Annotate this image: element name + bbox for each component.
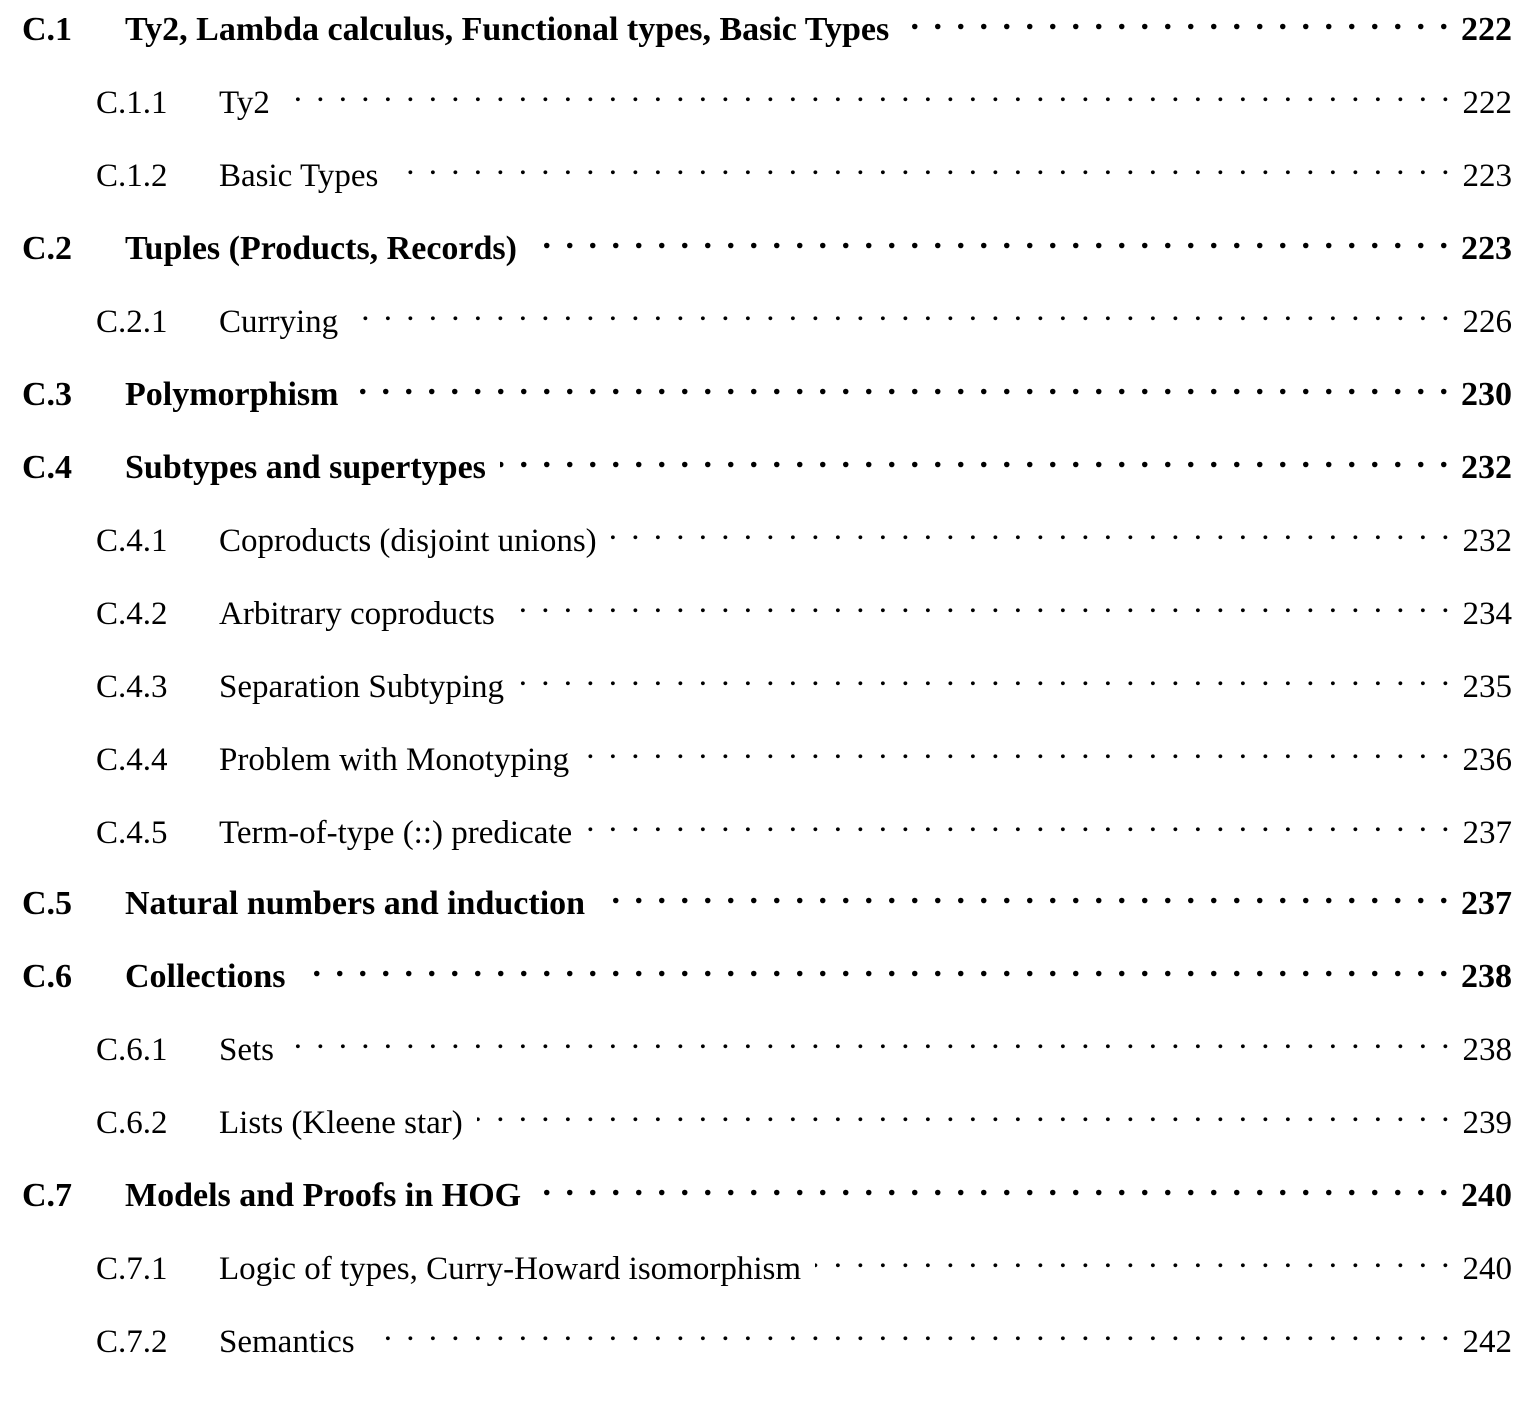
toc-entry-number: C.4.1 (96, 523, 168, 559)
toc-leader-dots (518, 657, 1452, 697)
toc-entry-title: Basic Types (219, 158, 379, 194)
toc-entry-subsection[interactable] (96, 1020, 1512, 1068)
toc-entry-number: C.1.1 (96, 85, 168, 121)
toc-entry-page: 223 (1462, 158, 1512, 194)
toc-entry-section[interactable] (22, 947, 1512, 995)
toc-entry-number: C.7.1 (96, 1251, 168, 1287)
toc-entry-number: C.4.4 (96, 742, 168, 778)
toc-entry-section[interactable] (22, 438, 1512, 486)
toc-entry-subsection[interactable] (96, 73, 1512, 121)
toc-entry-number: C.6 (22, 958, 73, 995)
toc-entry-page: 222 (1462, 85, 1512, 121)
toc-leader-dots (392, 146, 1452, 186)
toc-entry-page: 240 (1461, 1177, 1512, 1214)
toc-entry-title: Lists (Kleene star) (219, 1105, 463, 1141)
toc-entry-number: C.4.2 (96, 596, 168, 632)
toc-entry-number: C.2 (22, 230, 73, 267)
toc-entry-page: 236 (1462, 742, 1512, 778)
toc-entry-subsection[interactable] (96, 292, 1512, 340)
toc-entry-title: Logic of types, Curry-Howard isomorphism (219, 1251, 801, 1287)
toc-entry-subsection[interactable] (96, 1239, 1512, 1287)
toc-entry-title: Collections (125, 958, 286, 995)
toc-leader-dots (352, 365, 1451, 405)
toc-entry-title: Tuples (Products, Records) (125, 230, 517, 267)
toc-entry-page: 238 (1462, 1032, 1512, 1068)
toc-entry-title: Models and Proofs in HOG (125, 1177, 522, 1214)
toc-entry-title: Ty2, Lambda calculus, Functional types, Basic Types (125, 11, 890, 48)
toc-entry-page: 222 (1461, 11, 1512, 48)
toc-entry-number: C.7 (22, 1177, 73, 1214)
toc-entry-page: 234 (1462, 596, 1512, 632)
toc-leader-dots (611, 511, 1453, 551)
toc-entry-title: Arbitrary coproducts (219, 596, 495, 632)
toc-leader-dots (599, 874, 1451, 914)
toc-entry-number: C.7.2 (96, 1324, 168, 1360)
toc-leader-dots (288, 1020, 1452, 1060)
toc-entry-page: 239 (1462, 1105, 1512, 1141)
toc-entry-section[interactable] (22, 219, 1512, 267)
toc-entry-title: Semantics (219, 1324, 355, 1360)
toc-entry-subsection[interactable] (96, 584, 1512, 632)
toc-entry-subsection[interactable] (96, 1312, 1512, 1360)
toc-leader-dots (509, 584, 1453, 624)
toc-leader-dots (531, 219, 1451, 259)
toc-entry-title: Ty2 (219, 85, 270, 121)
toc-leader-dots (903, 0, 1451, 40)
toc-entry-page: 237 (1461, 885, 1512, 922)
toc-entry-title: Currying (219, 304, 339, 340)
toc-entry-number: C.3 (22, 376, 73, 413)
toc-leader-dots (352, 292, 1452, 332)
toc-entry-number: C.6.1 (96, 1032, 168, 1068)
toc-entry-title: Sets (219, 1032, 275, 1068)
toc-entry-page: 223 (1461, 230, 1512, 267)
toc-leader-dots (535, 1166, 1451, 1206)
toc-entry-section[interactable] (22, 1166, 1512, 1214)
toc-entry-number: C.5 (22, 885, 73, 922)
toc-entry-page: 238 (1461, 958, 1512, 995)
toc-entry-page: 237 (1462, 815, 1512, 851)
toc-entry-title: Problem with Monotyping (219, 742, 570, 778)
toc-entry-page: 240 (1462, 1251, 1512, 1287)
toc-leader-dots (369, 1312, 1453, 1352)
toc-entry-subsection[interactable] (96, 146, 1512, 194)
toc-leader-dots (284, 73, 1453, 113)
toc-entry-number: C.4.3 (96, 669, 168, 705)
toc-entry-page: 235 (1462, 669, 1512, 705)
toc-entry-number: C.1 (22, 11, 73, 48)
toc-entry-page: 232 (1461, 449, 1512, 486)
toc-entry-title: Term-of-type (::) predicate (219, 815, 573, 851)
toc-entry-page: 230 (1461, 376, 1512, 413)
toc-entry-subsection[interactable] (96, 511, 1512, 559)
toc-leader-dots (300, 947, 1451, 987)
toc-entry-subsection[interactable] (96, 657, 1512, 705)
toc-entry-subsection[interactable] (96, 803, 1512, 851)
toc-entry-subsection[interactable] (96, 1093, 1512, 1141)
toc-entry-title: Separation Subtyping (219, 669, 505, 705)
toc-entry-subsection[interactable] (96, 730, 1512, 778)
toc-entry-section[interactable] (22, 874, 1512, 922)
toc-entry-section[interactable] (22, 0, 1512, 48)
toc-entry-section[interactable] (22, 365, 1512, 413)
toc-leader-dots (815, 1239, 1453, 1279)
toc-leader-dots (500, 438, 1451, 478)
toc-entry-number: C.1.2 (96, 158, 168, 194)
toc-entry-page: 242 (1462, 1324, 1512, 1360)
toc-entry-title: Subtypes and supertypes (125, 449, 486, 486)
toc-entry-page: 226 (1462, 304, 1512, 340)
toc-leader-dots (586, 803, 1452, 843)
toc-entry-number: C.2.1 (96, 304, 168, 340)
toc-entry-title: Polymorphism (125, 376, 339, 413)
toc-entry-number: C.6.2 (96, 1105, 168, 1141)
toc-entry-page: 232 (1462, 523, 1512, 559)
toc-leader-dots (583, 730, 1452, 770)
toc-entry-number: C.4.5 (96, 815, 168, 851)
toc-leader-dots (477, 1093, 1453, 1133)
toc-entry-title: Coproducts (disjoint unions) (219, 523, 597, 559)
toc-entry-number: C.4 (22, 449, 73, 486)
toc-entry-title: Natural numbers and induction (125, 885, 586, 922)
